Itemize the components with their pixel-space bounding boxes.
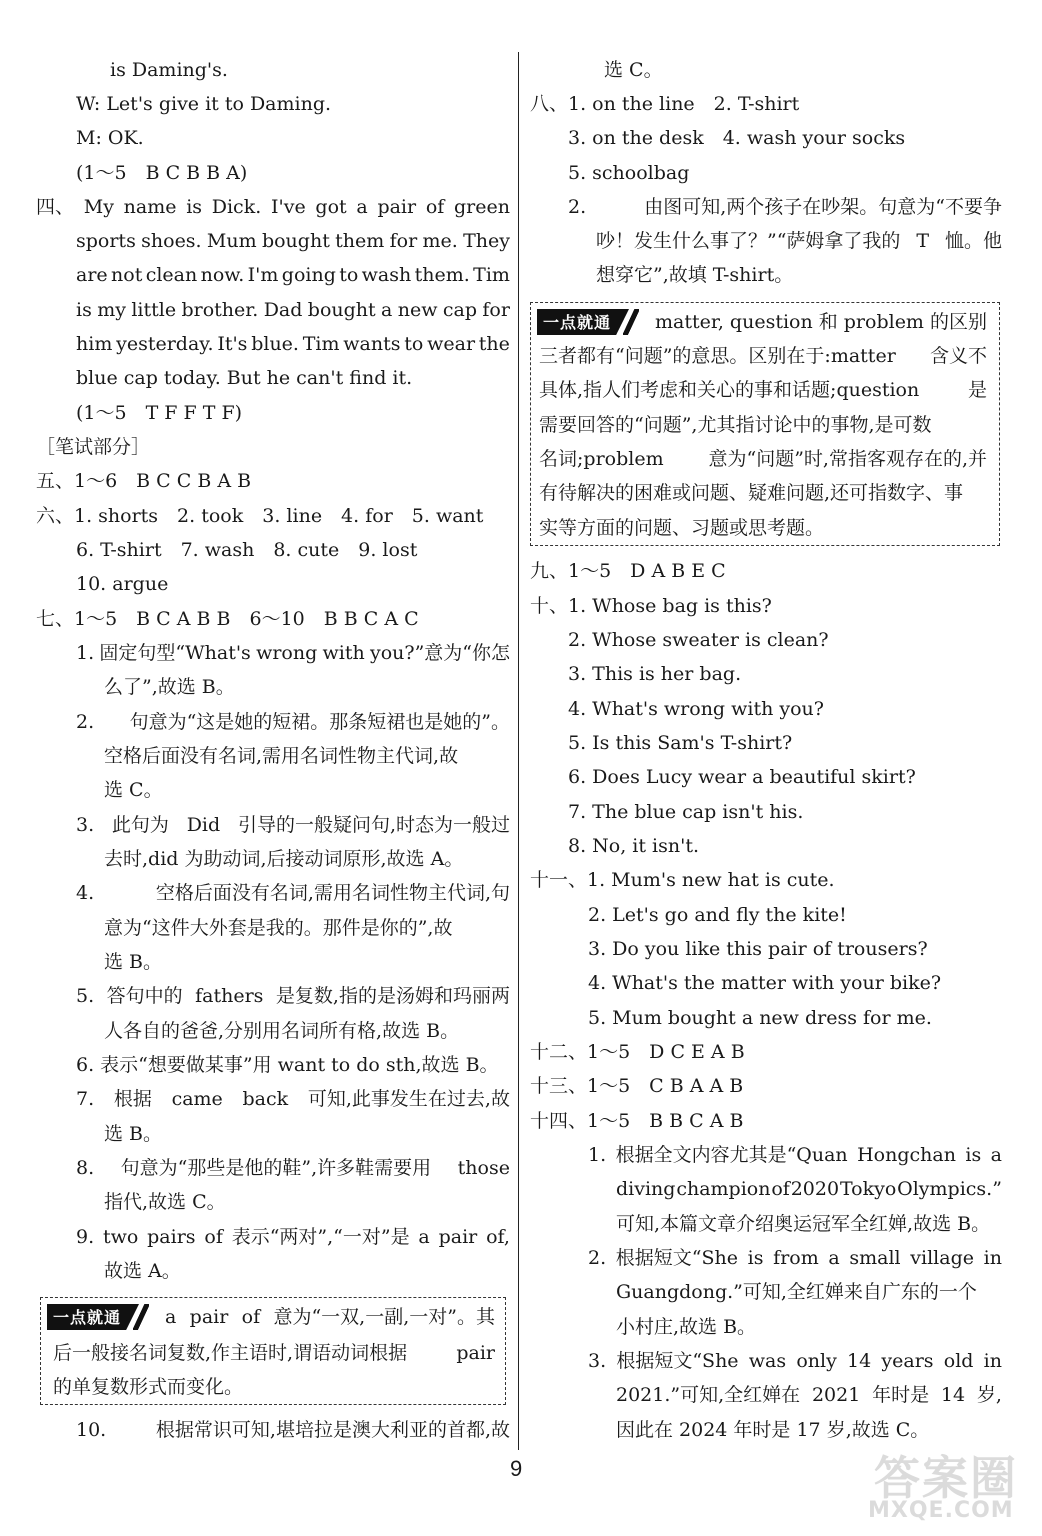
text-line: 3. Do you like this pair of trousers? — [588, 938, 928, 960]
text-line: 5. schoolbag — [568, 162, 690, 184]
text-line: 六、1. shorts 2. took 3. line 4. for 5. want — [36, 505, 484, 527]
text-line: 5. Is this Sam's T-shirt? — [568, 732, 793, 754]
text-line: sports shoes. Mum bought them for me. They — [76, 230, 510, 252]
text-line: 的单复数形式而变化。 — [53, 1376, 244, 1398]
text-line: 九、1～5 D A B E C — [530, 560, 726, 582]
text-line: are not clean now. I'm going to wash them. Tim — [76, 264, 510, 286]
text-line: 6. 表示“想要做某事”用 want to do sth,故选 B。 — [76, 1054, 499, 1076]
text-line: 2021.”可知,全红婵在 2021 年时是 14 岁, — [616, 1384, 1002, 1406]
text-line: 名词;problem 意为“问题”时,常指客观存在的,并 — [539, 448, 987, 470]
text-line: 4. What's the matter with your bike? — [588, 972, 942, 994]
tip-badge — [537, 309, 643, 335]
text-line: matter, question 和 problem 的区别 — [655, 311, 987, 333]
text-line: 五、1～6 B C C B A B — [36, 470, 252, 492]
column-divider — [518, 52, 519, 1450]
text-line: 三者都有“问题”的意思。区别在于:matter 含义不 — [539, 345, 987, 367]
text-line: 八、1. on the line 2. T-shirt — [530, 93, 800, 115]
text-line: blue cap today. But he can't find it. — [76, 367, 413, 389]
page-number: 9 — [510, 1456, 523, 1481]
text-line: 空格后面没有名词,需用名词性物主代词,故 — [104, 745, 459, 767]
watermark-logo — [860, 1440, 1020, 1530]
text-line: 需要回答的“问题”,尤其指讨论中的事物,是可数 — [539, 414, 932, 436]
text-line: 10. argue — [76, 573, 169, 595]
text-line: 小村庄,故选 B。 — [616, 1316, 757, 1338]
text-line: M: OK. — [76, 127, 144, 149]
text-line: 5. Mum bought a new dress for me. — [588, 1007, 932, 1029]
text-line: 十、1. Whose bag is this? — [530, 595, 772, 617]
text-line: 七、1～5 B C A B B 6～10 B B C A C — [36, 608, 419, 630]
text-line: 十二、1～5 D C E A B — [530, 1041, 745, 1063]
text-line: 2. 根据短文“She is from a small village in — [588, 1247, 1002, 1269]
tip-box-pair-of — [40, 1297, 506, 1405]
text-line: 因此在 2024 年时是 17 岁,故选 C。 — [616, 1419, 930, 1441]
text-line: 具体,指人们考虑和关心的事和话题;question 是 — [539, 379, 987, 401]
text-line: 1. 根据全文内容尤其是“Quan Hongchan is a — [588, 1144, 1002, 1166]
text-line: 后一般接名词复数,作主语时,谓语动词根据 pair — [53, 1342, 495, 1364]
text-line: 吵！发生什么事了？”“萨姆拿了我的 T 恤。他 — [596, 230, 1002, 252]
text-line: 2. 由图可知,两个孩子在吵架。句意为“不要争 — [568, 196, 1002, 218]
text-line: 故选 A。 — [104, 1260, 181, 1282]
text-line: is my little brother. Dad bought a new cap for — [76, 299, 510, 321]
text-line: 8. No, it isn't. — [568, 835, 700, 857]
text-line: a pair of 意为“一双,一副,一对”。其 — [165, 1306, 495, 1328]
text-line: 10. 根据常识可知,堪培拉是澳大利亚的首都,故 — [76, 1419, 510, 1441]
text-line: 去时,did 为助动词,后接动词原形,故选 A。 — [104, 848, 464, 870]
text-line: (1～5 T F F T F) — [76, 402, 243, 424]
tip-badge — [47, 1304, 153, 1330]
text-line: 4. What's wrong with you? — [568, 698, 824, 720]
text-line: 选 C。 — [604, 59, 663, 81]
text-line: 选 C。 — [104, 779, 163, 801]
text-line: 6. Does Lucy wear a beautiful skirt? — [568, 766, 916, 788]
text-line: 6. T-shirt 7. wash 8. cute 9. lost — [76, 539, 418, 561]
text-line: 2. 句意为“这是她的短裙。那条短裙也是她的”。 — [76, 711, 510, 733]
text-line: 3. This is her bag. — [568, 663, 742, 685]
text-line: ［笔试部分］ — [36, 436, 151, 458]
tip-box-matter-question-problem — [530, 302, 1000, 546]
text-line: 8. 句意为“那些是他的鞋”,许多鞋需要用 those — [76, 1157, 510, 1179]
text-line: Guangdong.”可知,全红婵来自广东的一个 — [616, 1281, 977, 1303]
text-line: 7. 根据 came back 可知,此事发生在过去,故 — [76, 1088, 510, 1110]
text-line: is Daming's. — [110, 59, 228, 81]
text-line: 四、 My name is Dick. I've got a pair of green — [36, 196, 510, 218]
text-line: 十三、1～5 C B A A B — [530, 1075, 744, 1097]
text-line: diving champion of 2020 Tokyo Olympics.” — [616, 1178, 1002, 1200]
text-line: 有待解决的困难或问题、疑难问题,还可指数字、事 — [539, 482, 964, 504]
text-line: 可知,本篇文章介绍奥运冠军全红婵,故选 B。 — [616, 1213, 991, 1235]
text-line: 3. 此句为 Did 引导的一般疑问句,时态为一般过 — [76, 814, 510, 836]
text-line: 7. The blue cap isn't his. — [568, 801, 804, 823]
text-line: 选 B。 — [104, 1123, 163, 1145]
text-line: 指代,故选 C。 — [104, 1191, 226, 1213]
text-line: 4. 空格后面没有名词,需用名词性物主代词,句 — [76, 882, 510, 904]
text-line: 3. on the desk 4. wash your socks — [568, 127, 906, 149]
watermark-url: MXQE.COM — [868, 1498, 1014, 1523]
text-line: 9. two pairs of 表示“两对”,“一对”是 a pair of, — [76, 1226, 510, 1248]
text-line: 1. 固定句型“What's wrong with you?”意为“你怎 — [76, 642, 510, 664]
text-line: 么了”,故选 B。 — [104, 676, 235, 698]
text-line: W: Let's give it to Daming. — [76, 93, 332, 115]
text-line: 意为“这件大外套是我的。那件是你的”,故 — [104, 917, 453, 939]
tip-badge-label: 一点就通 — [543, 313, 612, 332]
text-line: 2. Whose sweater is clean? — [568, 629, 829, 651]
text-line: 人各自的爸爸,分别用名词所有格,故选 B。 — [104, 1020, 460, 1042]
tip-badge-label: 一点就通 — [53, 1308, 122, 1327]
text-line: 3. 根据短文“She was only 14 years old in — [588, 1350, 1002, 1372]
text-line: 5. 答句中的 fathers 是复数,指的是汤姆和玛丽两 — [76, 985, 510, 1007]
text-line: 选 B。 — [104, 951, 163, 973]
text-line: 十四、1～5 B B C A B — [530, 1110, 744, 1132]
text-line: 2. Let's go and fly the kite! — [588, 904, 847, 926]
watermark-text: 答案圈 — [874, 1451, 1018, 1505]
text-line: 十一、1. Mum's new hat is cute. — [530, 869, 835, 891]
text-line: him yesterday. It's blue. Tim wants to wear the — [76, 333, 510, 355]
text-line: 实等方面的问题、习题或思考题。 — [539, 517, 825, 539]
text-line: (1～5 B C B B A) — [76, 162, 248, 184]
text-line: 想穿它”,故填 T-shirt。 — [596, 264, 794, 286]
